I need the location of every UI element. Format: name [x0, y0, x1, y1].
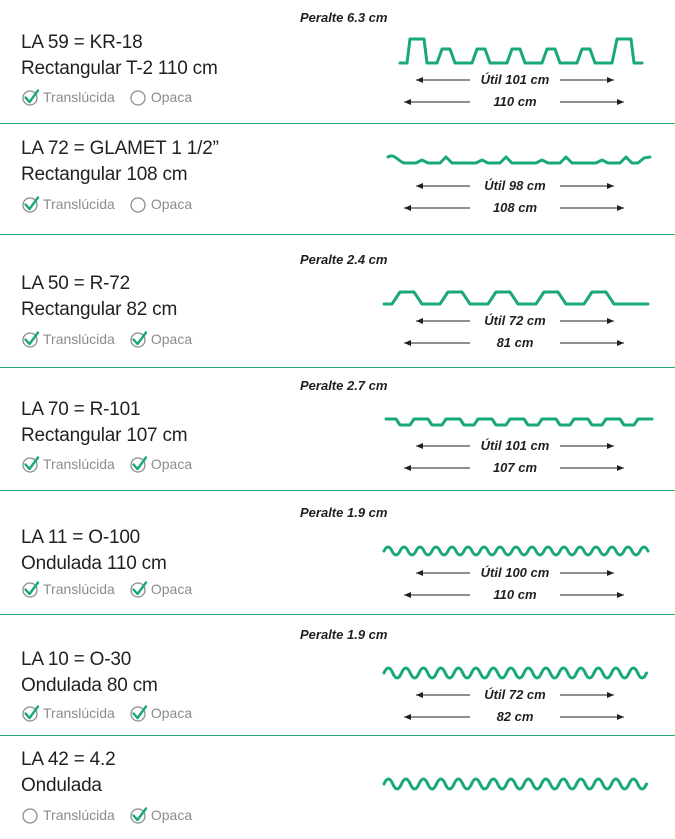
- finish-options: [21, 88, 206, 106]
- checked-circle-icon: [21, 580, 41, 598]
- product-description: Rectangular T-2 110 cm: [21, 58, 218, 79]
- option-translucida: [21, 88, 115, 106]
- checked-circle-icon: [21, 195, 41, 213]
- product-description: Rectangular 108 cm: [21, 164, 188, 185]
- option-translucida-label: Translúcida: [43, 331, 115, 347]
- sheet-profile-drawing: [380, 765, 655, 805]
- product-description: Ondulada: [21, 775, 102, 796]
- checked-circle-icon: [129, 455, 149, 473]
- total-dimension-label: 110 cm: [493, 94, 537, 109]
- checked-circle-icon: [129, 580, 149, 598]
- option-opaca-label: Opaca: [150, 705, 193, 721]
- product-code: LA 72 = GLAMET 1 1/2”: [21, 138, 219, 159]
- total-dimension-label: 108 cm: [492, 200, 538, 215]
- option-opaca: [129, 806, 192, 824]
- util-dimension: [400, 565, 630, 581]
- option-opaca: [129, 455, 192, 473]
- empty-circle-icon: [129, 195, 149, 213]
- row-separator: [0, 735, 675, 736]
- option-opaca-label: Opaca: [150, 581, 193, 597]
- option-translucida: [21, 580, 115, 598]
- option-translucida: [21, 195, 115, 213]
- peralte-label: Peralte 6.3 cm: [300, 10, 388, 25]
- util-dimension: [400, 438, 630, 454]
- product-code: LA 70 = R-101: [21, 399, 141, 420]
- total-dimension-label: 81 cm: [496, 335, 534, 350]
- option-opaca-label: Opaca: [150, 331, 193, 347]
- option-opaca-label: Opaca: [150, 196, 193, 212]
- util-dimension-label: Útil 72 cm: [484, 313, 546, 328]
- finish-options: [21, 195, 206, 213]
- checked-circle-icon: [129, 806, 149, 824]
- row-separator: [0, 367, 675, 368]
- total-dimension: [400, 709, 630, 725]
- option-opaca-label: Opaca: [150, 807, 193, 823]
- total-dimension-label: 82 cm: [496, 709, 534, 724]
- peralte-label: Peralte 1.9 cm: [300, 505, 388, 520]
- option-translucida-label: Translúcida: [43, 196, 115, 212]
- util-dimension-label: Útil 101 cm: [480, 72, 550, 87]
- util-dimension: [400, 313, 630, 329]
- option-translucida: [21, 806, 115, 824]
- product-code: LA 59 = KR-18: [21, 32, 143, 53]
- option-translucida-label: Translúcida: [43, 705, 115, 721]
- sheet-profile-drawing: [380, 138, 655, 178]
- option-translucida-label: Translúcida: [43, 89, 115, 105]
- empty-circle-icon: [21, 806, 41, 824]
- peralte-label: Peralte 2.4 cm: [300, 252, 388, 267]
- checked-circle-icon: [21, 455, 41, 473]
- peralte-label: Peralte 2.7 cm: [300, 378, 388, 393]
- option-opaca: [129, 704, 192, 722]
- finish-options: [21, 455, 206, 473]
- sheet-profile-drawing: [380, 32, 655, 72]
- option-opaca: [129, 330, 192, 348]
- option-opaca: [129, 195, 192, 213]
- checked-circle-icon: [21, 88, 41, 106]
- product-description: Ondulada 80 cm: [21, 675, 158, 696]
- total-dimension: [400, 460, 630, 476]
- option-opaca-label: Opaca: [150, 456, 193, 472]
- option-opaca-label: Opaca: [150, 89, 193, 105]
- product-code: LA 50 = R-72: [21, 273, 131, 294]
- checked-circle-icon: [21, 704, 41, 722]
- finish-options: [21, 330, 206, 348]
- util-dimension: [400, 687, 630, 703]
- option-translucida-label: Translúcida: [43, 456, 115, 472]
- product-code: LA 10 = O-30: [21, 649, 132, 670]
- checked-circle-icon: [129, 704, 149, 722]
- row-separator: [0, 234, 675, 235]
- finish-options: [21, 806, 206, 824]
- row-separator: [0, 123, 675, 124]
- total-dimension-label: 107 cm: [492, 460, 538, 475]
- checked-circle-icon: [129, 330, 149, 348]
- option-translucida-label: Translúcida: [43, 581, 115, 597]
- util-dimension-label: Útil 101 cm: [480, 438, 550, 453]
- finish-options: [21, 580, 206, 598]
- util-dimension: [400, 72, 630, 88]
- row-separator: [0, 614, 675, 615]
- product-description: Rectangular 82 cm: [21, 299, 178, 320]
- total-dimension: [400, 94, 630, 110]
- option-translucida: [21, 455, 115, 473]
- checked-circle-icon: [21, 330, 41, 348]
- option-translucida: [21, 330, 115, 348]
- total-dimension: [400, 200, 630, 216]
- util-dimension-label: Útil 72 cm: [484, 687, 546, 702]
- product-code: LA 42 = 4.2: [21, 749, 116, 770]
- option-opaca: [129, 88, 192, 106]
- sheet-profile-drawing: [380, 400, 655, 440]
- util-dimension: [400, 178, 630, 194]
- product-code: LA 11 = O-100: [21, 527, 141, 548]
- total-dimension: [400, 335, 630, 351]
- option-opaca: [129, 580, 192, 598]
- option-translucida-label: Translúcida: [43, 807, 115, 823]
- peralte-label: Peralte 1.9 cm: [300, 627, 388, 642]
- option-translucida: [21, 704, 115, 722]
- sheet-profile-drawing: [380, 278, 655, 318]
- util-dimension-label: Útil 98 cm: [484, 178, 546, 193]
- row-separator: [0, 490, 675, 491]
- util-dimension-label: Útil 100 cm: [480, 565, 550, 580]
- empty-circle-icon: [129, 88, 149, 106]
- product-description: Rectangular 107 cm: [21, 425, 188, 446]
- product-description: Ondulada 110 cm: [21, 553, 167, 574]
- finish-options: [21, 704, 206, 722]
- total-dimension: [400, 587, 630, 603]
- total-dimension-label: 110 cm: [493, 587, 537, 602]
